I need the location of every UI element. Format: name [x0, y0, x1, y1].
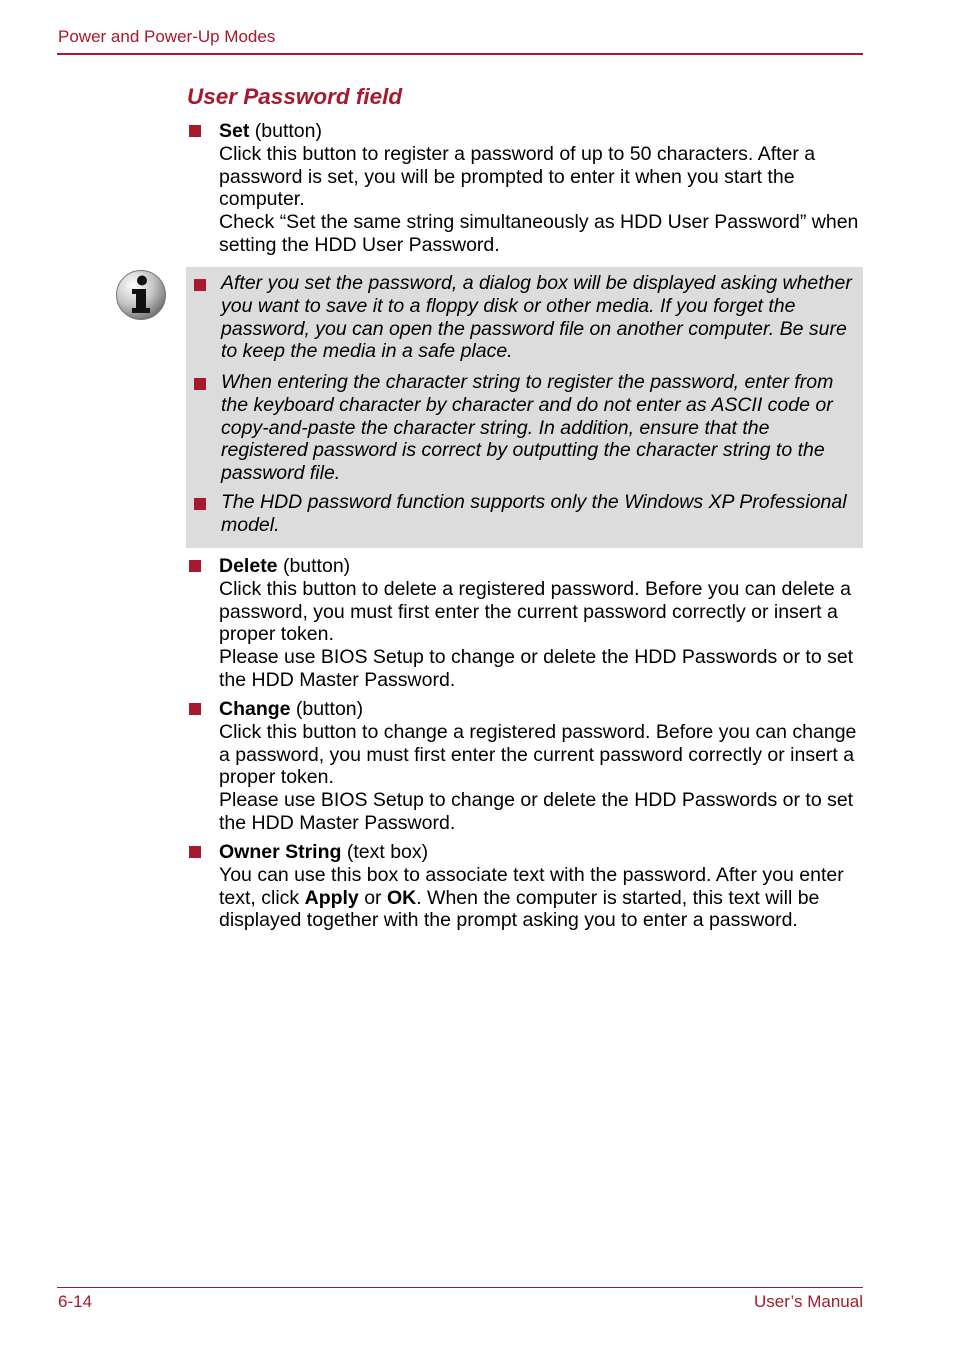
note-text: The HDD password function supports only the Windows XP Professional model.: [221, 491, 847, 536]
item-description: [219, 864, 863, 932]
item-description-extra: Please use BIOS Setup to change or delete the HDD Passwords or to set the HDD Master Password.: [219, 789, 854, 834]
item-label: Set: [219, 120, 250, 142]
page-number: 6-14: [58, 1292, 93, 1311]
square-bullet-icon: [194, 378, 206, 390]
description-text: . When the computer is started, this text will be displayed together with the prompt asking you to enter a password.: [219, 886, 820, 932]
description-text: You can use this box to associate text with the password. After you enter text, click: [219, 863, 844, 909]
item-label: Owner String: [219, 841, 342, 863]
note-box: [186, 267, 863, 548]
square-bullet-icon: [189, 703, 201, 715]
item-type: (button): [290, 698, 364, 720]
item-title: [219, 555, 863, 578]
manual-title: User’s Manual: [754, 1292, 863, 1311]
square-bullet-icon: [194, 498, 206, 510]
apply-label: Apply: [304, 886, 359, 909]
note-text: When entering the character string to register the password, enter from the keyboard character by character and do not enter as ASCII code or copy-and-paste the character string. In addition, ensure that the registered password is correct by outputting the character string to the password file.: [221, 371, 834, 485]
section-heading: User Password field: [187, 84, 403, 109]
square-bullet-icon: [189, 846, 201, 858]
note-item: [186, 371, 863, 485]
item-description-extra: Check “Set the same string simultaneously as HDD User Password” when setting the HDD User Password.: [219, 211, 859, 256]
item-description-extra: Please use BIOS Setup to change or delete the HDD Passwords or to set the HDD Master Password.: [219, 646, 854, 691]
item-description: Click this button to delete a registered password. Before you can delete a password, you must first enter the current password correctly or insert a proper token.: [219, 577, 851, 646]
square-bullet-icon: [194, 279, 206, 291]
note-text: After you set the password, a dialog box will be displayed asking whether you want to save it to a floppy disk or other media. If you forget the password, you can open the password file on another computer. Be sure to keep the media in a safe place.: [221, 272, 852, 363]
info-icon: [115, 269, 167, 321]
square-bullet-icon: [189, 125, 201, 137]
ok-label: OK: [386, 886, 417, 909]
item-type: (text box): [341, 841, 429, 863]
item-description: Click this button to register a password of up to 50 characters. After a password is set, you will be prompted to enter it when you start the computer.: [219, 142, 816, 211]
item-title: [219, 120, 863, 143]
item-description: Click this button to change a registered password. Before you can change a password, you must first enter the current password correctly or insert a proper token.: [219, 720, 857, 789]
item-label: Delete: [219, 555, 278, 577]
running-header: Power and Power-Up Modes: [58, 27, 276, 46]
list-item-set: [187, 120, 863, 257]
item-type: (button): [277, 555, 351, 577]
note-item: [186, 491, 863, 537]
list-item-delete: [187, 555, 863, 692]
footer-rule: [57, 1287, 863, 1288]
header-rule: [57, 53, 863, 55]
list-item-change: [187, 698, 863, 835]
note-item: [186, 272, 863, 363]
item-type: (button): [249, 120, 322, 142]
square-bullet-icon: [189, 560, 201, 572]
list-item-owner-string: [187, 841, 863, 932]
item-label: Change: [219, 698, 291, 720]
description-text: or: [358, 886, 387, 909]
item-title: [219, 698, 863, 721]
item-title: [219, 841, 863, 864]
